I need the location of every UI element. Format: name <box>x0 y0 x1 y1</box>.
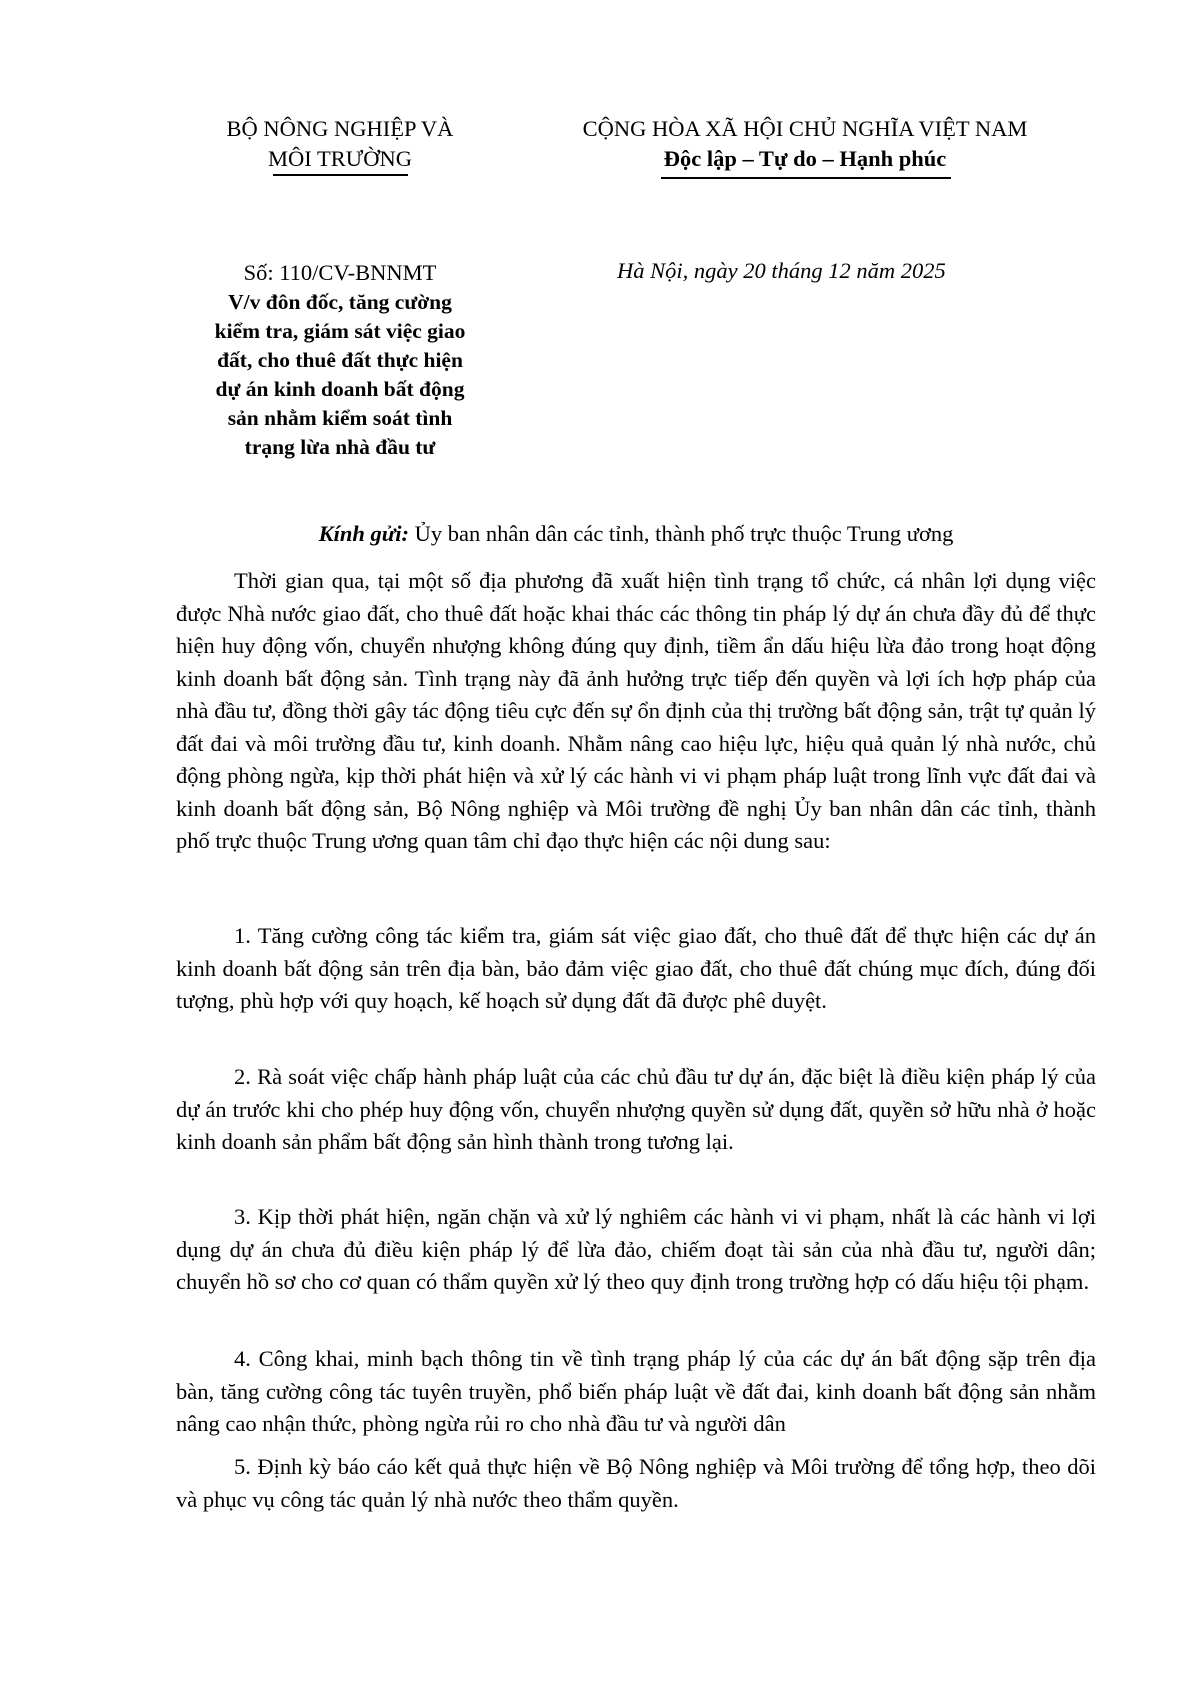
motto: Độc lập – Tự do – Hạnh phúc <box>663 146 947 171</box>
item-5: 5. Định kỳ báo cáo kết quả thực hiện về Bộ Nông nghiệp và Môi trường để tổng hợp, theo dõi và phục vụ công tác quản lý nhà nước theo thẩm quyền. <box>176 1454 1096 1512</box>
motto-underline <box>661 177 951 179</box>
agency-name <box>160 114 520 174</box>
recipient-label: Kính gửi: <box>318 521 410 546</box>
nation-line: CỘNG HÒA XÃ HỘI CHỦ NGHĨA VIỆT NAM <box>582 116 1028 141</box>
agency-underline <box>273 174 408 176</box>
agency-line-2: MÔI TRƯỜNG <box>268 146 412 171</box>
subject-line: trạng lừa nhà đầu tư <box>244 435 436 459</box>
national-title <box>530 114 1080 174</box>
subject-line: kiểm tra, giám sát việc giao <box>214 319 466 343</box>
intro-paragraph: Thời gian qua, tại một số địa phương đã xuất hiện tình trạng tổ chức, cá nhân lợi dụng việc được Nhà nước giao đất, cho thuê đất hoặc khai thác các thông tin pháp lý dự án chưa đầy đủ để thực hiện huy động vốn, chuyển nhượng không đúng quy định, tiềm ẩn dấu hiệu lừa đảo trong hoạt động kinh doanh bất động sản. Tình trạng này đã ảnh hưởng trực tiếp đến quyền và lợi ích hợp pháp của nhà đầu tư, đồng thời gây tác động tiêu cực đến sự ổn định của thị trường bất động sản, trật tự quản lý đất đai và môi trường đầu tư, kinh doanh. Nhằm nâng cao hiệu lực, hiệu quả quản lý nhà nước, chủ động phòng ngừa, kịp thời phát hiện và xử lý các hành vi vi phạm pháp luật trong lĩnh vực đất đai và kinh doanh bất động sản, Bộ Nông nghiệp và Môi trường đề nghị Ủy ban nhân dân các tỉnh, thành phố trực thuộc Trung ương quan tâm chỉ đạo thực hiện các nội dung sau: <box>176 568 1096 853</box>
subject-line: dự án kinh doanh bất động <box>215 377 465 401</box>
agency-line-1: BỘ NÔNG NGHIỆP VÀ <box>226 116 454 141</box>
item-4: 4. Công khai, minh bạch thông tin về tình trạng pháp lý của các dự án bất động sặp trên địa bàn, tăng cường công tác tuyên truyền, phổ biến pháp luật về đất đai, kinh doanh bất động sản nhằm nâng cao nhận thức, phòng ngừa rủi ro cho nhà đầu tư và người dân <box>176 1346 1096 1436</box>
item-3: 3. Kịp thời phát hiện, ngăn chặn và xử lý nghiêm các hành vi vi phạm, nhất là các hành vi lợi dụng dự án chưa đủ điều kiện pháp lý để lừa đảo, chiếm đoạt tài sản của nhà đầu tư, người dân; chuyển hồ sơ cho cơ quan có thẩm quyền xử lý theo quy định trong trường hợp có dấu hiệu tội phạm. <box>176 1204 1096 1294</box>
subject-line: V/v đôn đốc, tăng cường <box>228 290 452 314</box>
document-subject <box>185 288 495 462</box>
subject-line: sản nhằm kiểm soát tình <box>227 406 453 430</box>
document-number: Số: 110/CV-BNNMT <box>243 260 437 285</box>
item-2: 2. Rà soát việc chấp hành pháp luật của các chủ đầu tư dự án, đặc biệt là điều kiện pháp lý của dự án trước khi cho phép huy động vốn, chuyển nhượng quyền sử dụng đất, quyền sở hữu nhà ở hoặc kinh doanh sản phẩm bất động sản hình thành trong tương lại. <box>176 1064 1096 1154</box>
recipient-text: Ủy ban nhân dân các tỉnh, thành phố trực thuộc Trung ương <box>409 521 954 546</box>
subject-line: đất, cho thuê đất thực hiện <box>217 348 463 372</box>
recipient-line <box>176 519 1096 549</box>
place-date: Hà Nội, ngày 20 tháng 12 năm 2025 <box>617 258 946 283</box>
item-1: 1. Tăng cường công tác kiểm tra, giám sát việc giao đất, cho thuê đất để thực hiện các dự án kinh doanh bất động sản trên địa bàn, bảo đảm việc giao đất, cho thuê đất chúng mục đích, đúng đối tượng, phù hợp với quy hoạch, kế hoạch sử dụng đất đã được phê duyệt. <box>176 923 1096 1013</box>
